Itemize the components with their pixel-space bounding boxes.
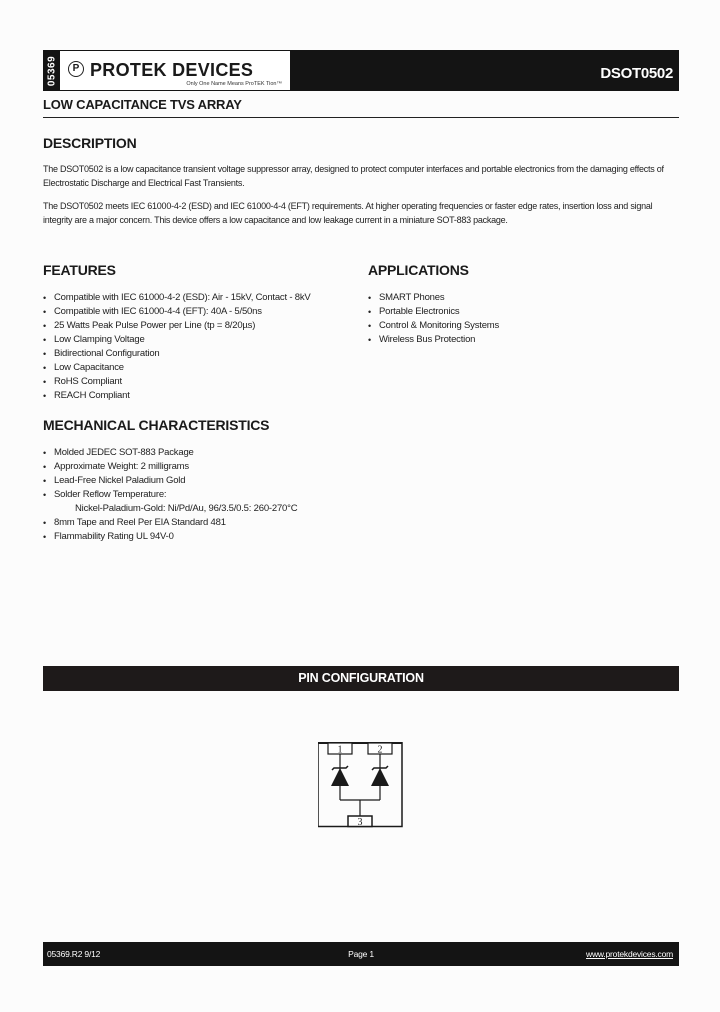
applications-list xyxy=(368,291,499,347)
pin-configuration-schematic xyxy=(318,742,404,828)
list-item: • RoHS Compliant xyxy=(43,375,311,389)
company-name: PROTEK DEVICES xyxy=(90,60,254,80)
pin-configuration-bar: PIN CONFIGURATION xyxy=(43,666,679,691)
document-subtitle: LOW CAPACITANCE TVS ARRAY xyxy=(43,97,242,112)
company-logo xyxy=(60,50,290,91)
list-subitem: Nickel-Paladium-Gold: Ni/Pd/Au, 96/3.5/0.5: 260-270°C xyxy=(75,503,298,514)
page-footer xyxy=(43,942,679,966)
page-header xyxy=(43,50,679,91)
part-number: DSOT0502 xyxy=(600,65,673,82)
pin-2-label: 2 xyxy=(377,744,383,756)
list-item: • Compatible with IEC 61000-4-2 (ESD): Air - 15kV, Contact - 8kV xyxy=(43,291,311,305)
doc-number-tab xyxy=(43,50,60,91)
description-paragraph-1: The DSOT0502 is a low capacitance transient voltage suppressor array, designed to protect computer interfaces and portable electronics from the damaging effects of Electrostatic Discharge and Electrical Fast Transients. xyxy=(43,164,664,188)
list-item: • Flammability Rating UL 94V-0 xyxy=(43,530,297,544)
website-link[interactable]: www.protekdevices.com xyxy=(586,949,673,959)
list-item: • 25 Watts Peak Pulse Power per Line (tp = 8/20µs) xyxy=(43,319,311,333)
list-item: • Wireless Bus Protection xyxy=(368,333,499,347)
pin-3-label: 3 xyxy=(357,817,363,828)
description-paragraph-2: The DSOT0502 meets IEC 61000-4-2 (ESD) and IEC 61000-4-4 (EFT) requirements. At higher operating frequencies or faster edge rates, insertion loss and signal integrity are a major concern. This device offers a low capacitance and low leakage current in a miniature SOT-883 package. xyxy=(43,201,653,225)
list-item: • Bidirectional Configuration xyxy=(43,347,311,361)
pin-1-label: 1 xyxy=(337,744,343,756)
tvs-diode-2-icon xyxy=(371,766,389,786)
logo-p-icon: P xyxy=(68,61,84,77)
doc-revision: 05369.R2 9/12 xyxy=(47,949,101,959)
company-tagline: Only One Name Means ProTEK Tion™ xyxy=(186,81,282,87)
part-number-band xyxy=(290,50,679,91)
features-list xyxy=(43,291,311,403)
subtitle-divider xyxy=(43,117,679,118)
list-item: • Solder Reflow Temperature: xyxy=(43,488,297,502)
applications-heading: APPLICATIONS xyxy=(368,262,469,278)
list-item: • Molded JEDEC SOT-883 Package xyxy=(43,446,297,460)
list-item: • REACH Compliant xyxy=(43,389,311,403)
page-number: Page 1 xyxy=(348,949,374,959)
list-item: • Compatible with IEC 61000-4-4 (EFT): 40A - 5/50ns xyxy=(43,305,311,319)
list-item: • Approximate Weight: 2 milligrams xyxy=(43,460,297,474)
list-item: • Portable Electronics xyxy=(368,305,499,319)
mechanical-list xyxy=(43,446,297,544)
list-item: • SMART Phones xyxy=(368,291,499,305)
features-heading: FEATURES xyxy=(43,262,116,278)
list-item: • Control & Monitoring Systems xyxy=(368,319,499,333)
list-item: • Low Clamping Voltage xyxy=(43,333,311,347)
doc-number: 05369 xyxy=(46,55,57,86)
list-item: • Low Capacitance xyxy=(43,361,311,375)
description-heading: DESCRIPTION xyxy=(43,135,137,151)
tvs-diode-1-icon xyxy=(331,766,349,786)
mechanical-heading: MECHANICAL CHARACTERISTICS xyxy=(43,417,270,433)
list-item: • Lead-Free Nickel Paladium Gold xyxy=(43,474,297,488)
list-item: • 8mm Tape and Reel Per EIA Standard 481 xyxy=(43,516,297,530)
